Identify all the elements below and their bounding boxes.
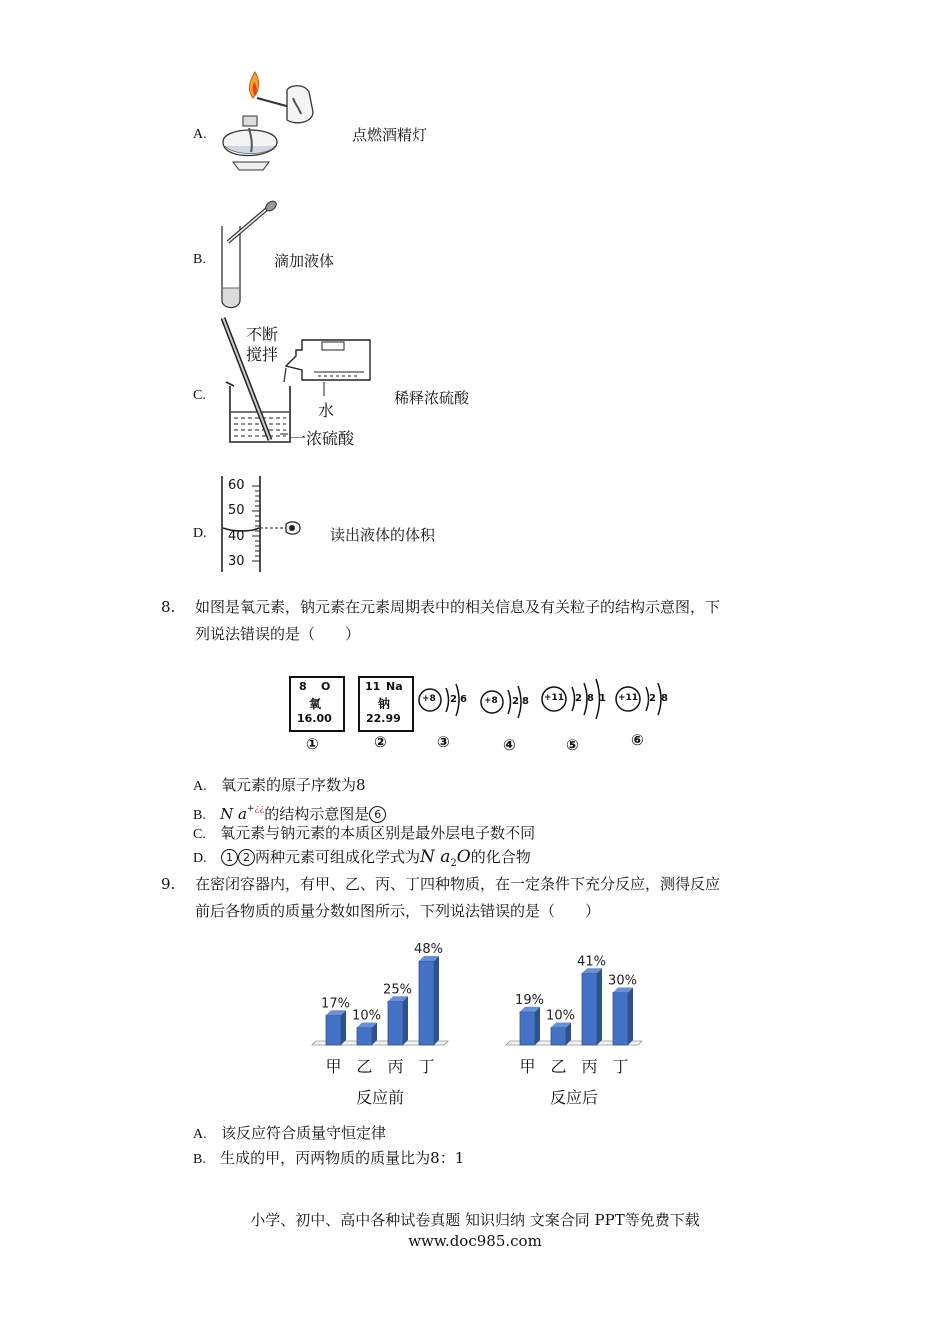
option-letter: B. xyxy=(193,1152,206,1167)
q9-number: 9. xyxy=(161,875,176,893)
bar-丁 xyxy=(613,993,628,1046)
data-label: 17% xyxy=(321,996,350,1012)
option-a-letter: A. xyxy=(193,127,207,142)
option-text: 的化合物 xyxy=(470,848,531,866)
footer-line1: 小学、初中、高中各种试卷真题 知识归纳 文案合同 PPT等免费下载 xyxy=(250,1211,700,1229)
formula-charge: +¿¿ xyxy=(247,804,265,814)
bar-side xyxy=(403,996,408,1045)
option-letter: A. xyxy=(193,1127,207,1142)
cell-name: 钠 xyxy=(378,697,391,711)
option-b-letter: B. xyxy=(193,252,206,267)
q8-stem-line1: 如图是氧元素，钠元素在元素周期表中的相关信息及有关粒子的结构示意图，下 xyxy=(195,598,721,616)
nucleus-label: +8 xyxy=(484,696,498,706)
category-label: 丁 xyxy=(418,1057,435,1076)
option-text: 的结构示意图是 xyxy=(264,805,370,823)
alcohol-lamp-illustration xyxy=(213,70,323,178)
bar-甲 xyxy=(326,1015,341,1045)
option-d-text: 读出液体的体积 xyxy=(330,526,436,544)
bar-甲 xyxy=(520,1012,535,1045)
figure-label-4: ④ xyxy=(503,736,516,754)
page-footer xyxy=(0,1210,950,1252)
category-label: 乙 xyxy=(356,1057,373,1076)
circled-number: 1 xyxy=(221,849,238,866)
shell-label: 2 xyxy=(575,693,582,704)
nucleus-label: +8 xyxy=(422,694,436,704)
scale-30: 30 xyxy=(228,554,245,569)
option-text: 氧元素的原子序数为8 xyxy=(220,776,366,794)
chart-title: 反应后 xyxy=(549,1088,599,1107)
shell-label: 8 xyxy=(587,693,594,704)
bar-乙 xyxy=(357,1028,372,1046)
bar-side xyxy=(341,1010,346,1045)
data-label: 48% xyxy=(414,942,443,957)
q8-number: 8. xyxy=(161,598,176,616)
footer-url[interactable]: www.doc985.com xyxy=(408,1232,542,1250)
q8-option-a[interactable] xyxy=(193,773,365,799)
option-text: 氧元素与钠元素的本质区别是最外层电子数不同 xyxy=(220,824,536,842)
periodic-cell-oxygen xyxy=(289,676,345,732)
option-letter: D. xyxy=(193,851,207,866)
shell-label: 2 xyxy=(450,694,457,705)
data-label: 10% xyxy=(546,1008,575,1024)
option-text: 该反应符合质量守恒定律 xyxy=(220,1124,386,1142)
data-label: 41% xyxy=(577,954,606,970)
option-d-letter: D. xyxy=(193,526,207,541)
option-text: 生成的甲，丙两物质的质量比为8：1 xyxy=(220,1149,465,1167)
q9-stem-line1: 在密闭容器内，有甲、乙、丙、丁四种物质，在一定条件下充分反应，测得反应 xyxy=(195,875,721,893)
bar-side xyxy=(597,968,602,1045)
bar-丁 xyxy=(419,961,434,1045)
nucleus-label: +11 xyxy=(618,693,639,703)
scale-40: 40 xyxy=(228,529,245,544)
q9-stem-line2: 前后各物质的质量分数如图所示，下列说法错误的是（ ） xyxy=(195,902,601,920)
cell-mass: 22.99 xyxy=(366,712,401,725)
data-label: 19% xyxy=(515,992,544,1008)
data-label: 25% xyxy=(383,982,412,998)
option-c-letter: C. xyxy=(193,388,206,403)
cell-name: 氧 xyxy=(309,697,322,711)
shell-label: 2 xyxy=(512,696,519,707)
shell-label: 8 xyxy=(661,693,668,704)
shell-label: 2 xyxy=(649,693,656,704)
category-label: 乙 xyxy=(550,1057,567,1076)
formula-o: O xyxy=(456,847,471,867)
q8-stem-line2: 列说法错误的是（ ） xyxy=(195,625,361,643)
figure-label-6: ⑥ xyxy=(631,731,644,749)
bar-chart-before xyxy=(300,920,460,1115)
category-label: 甲 xyxy=(325,1057,342,1076)
shell-label: 8 xyxy=(522,696,529,707)
option-letter: A. xyxy=(193,779,207,794)
acid-label: 一浓硫酸 xyxy=(290,429,355,448)
bar-乙 xyxy=(551,1028,566,1046)
cell-symbol: Na xyxy=(386,680,403,693)
q8-option-c[interactable] xyxy=(193,821,535,847)
figure-label-5: ⑤ xyxy=(566,736,579,754)
bar-chart-after xyxy=(494,920,654,1115)
scale-60: 60 xyxy=(228,478,245,493)
option-letter: C. xyxy=(193,827,206,842)
shell-label: 6 xyxy=(460,694,467,705)
cell-number: 8 xyxy=(299,680,307,693)
q8-stem xyxy=(195,594,795,648)
data-label: 30% xyxy=(608,973,637,989)
option-a-text: 点燃酒精灯 xyxy=(352,126,428,144)
figure-label-3: ③ xyxy=(437,733,450,751)
category-label: 甲 xyxy=(519,1057,536,1076)
formula-subscript: 2 xyxy=(450,858,457,869)
chart-title: 反应前 xyxy=(355,1088,405,1107)
water-label: 水 xyxy=(318,401,335,420)
stir-label-2: 搅拌 xyxy=(246,345,279,364)
cell-mass: 16.00 xyxy=(297,712,332,725)
cell-number: 11 xyxy=(365,680,381,693)
option-c-text: 稀释浓硫酸 xyxy=(394,389,470,407)
option-b-text: 滴加液体 xyxy=(274,252,335,270)
formula-na: N a xyxy=(220,805,247,823)
circled-number: 6 xyxy=(369,806,386,823)
data-label: 10% xyxy=(352,1008,381,1024)
periodic-cell-sodium xyxy=(358,676,414,732)
option-letter: B. xyxy=(193,808,206,823)
bar-side xyxy=(434,956,439,1045)
bar-丙 xyxy=(582,973,597,1045)
option-text: 两种元素可组成化学式为 xyxy=(254,848,420,866)
bar-side xyxy=(535,1007,540,1045)
bar-丙 xyxy=(388,1001,403,1045)
stir-label-1: 不断 xyxy=(246,325,279,344)
figure-label-1: ① xyxy=(306,735,319,753)
category-label: 丙 xyxy=(581,1057,598,1076)
q9-stem xyxy=(195,871,795,925)
formula-na: N a xyxy=(419,847,451,867)
category-label: 丙 xyxy=(387,1057,404,1076)
bar-side xyxy=(628,988,633,1046)
cell-symbol: O xyxy=(321,680,331,693)
circled-number: 2 xyxy=(238,849,255,866)
nucleus-label: +11 xyxy=(544,693,565,703)
figure-label-2: ② xyxy=(374,733,387,751)
shell-label: 1 xyxy=(599,693,606,704)
category-label: 丁 xyxy=(612,1057,629,1076)
q9-option-b[interactable] xyxy=(193,1146,464,1172)
scale-50: 50 xyxy=(228,503,245,518)
q9-option-a[interactable] xyxy=(193,1121,386,1147)
